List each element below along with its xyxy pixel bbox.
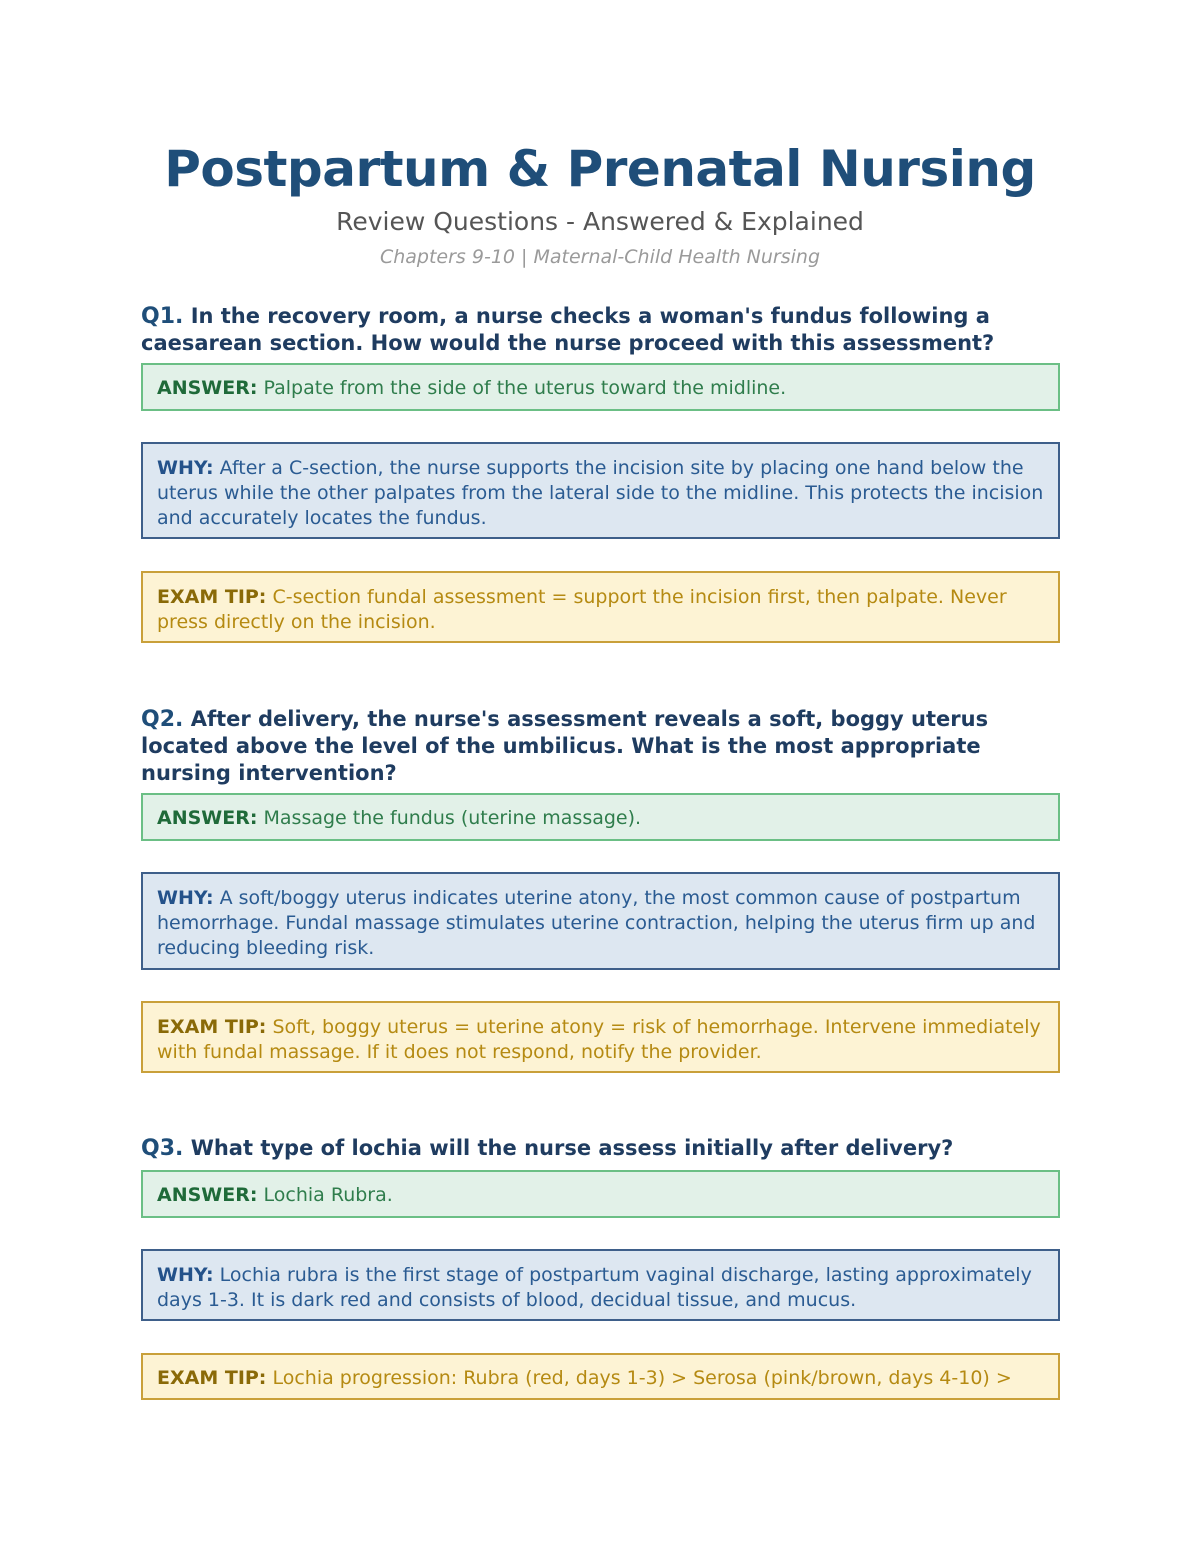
exam-tip-box <box>141 1353 1060 1400</box>
exam-tip-text: Soft, boggy uterus = uterine atony = risk of hemorrhage. Intervene immediately with fundal massage. If it does not respond, notify the provider. <box>157 1016 1041 1063</box>
why-box <box>141 872 1060 970</box>
question-text: After delivery, the nurse's assessment reveals a soft, boggy uterus located above the level of the umbilicus. What is the most appropriate nursing intervention? <box>141 707 989 785</box>
document-title: Postpartum & Prenatal Nursing <box>164 140 1036 198</box>
answer-text: Palpate from the side of the uterus toward the midline. <box>263 377 787 399</box>
exam-tip-label: EXAM TIP: <box>157 586 267 608</box>
answer-box <box>141 793 1060 841</box>
why-label: WHY: <box>157 1264 214 1286</box>
exam-tip-label: EXAM TIP: <box>157 1367 267 1389</box>
answer-label: ANSWER: <box>157 1184 258 1206</box>
question-2 <box>141 706 1071 787</box>
answer-label: ANSWER: <box>157 807 258 829</box>
why-label: WHY: <box>157 457 214 479</box>
exam-tip-text: C-section fundal assessment = support the incision first, then palpate. Never press directly on the incision. <box>157 586 1007 633</box>
answer-box <box>141 363 1060 411</box>
why-box <box>141 442 1060 539</box>
question-number: Q1. <box>141 304 184 329</box>
why-label: WHY: <box>157 887 214 909</box>
question-3 <box>141 1135 1071 1162</box>
exam-tip-box <box>141 571 1060 643</box>
chapter-line: Chapters 9-10 | Maternal-Child Health Nursing <box>379 246 821 268</box>
exam-tip-text: Lochia progression: Rubra (red, days 1-3) > Serosa (pink/brown, days 4-10) > <box>272 1367 1012 1389</box>
why-text: After a C-section, the nurse supports the incision site by placing one hand below the uterus while the other palpates from the lateral side to the midline. This protects the incision and accurately locates the fundus. <box>157 457 1044 529</box>
answer-label: ANSWER: <box>157 377 258 399</box>
question-number: Q2. <box>141 707 184 732</box>
question-text: In the recovery room, a nurse checks a woman's fundus following a caesarean section. How would the nurse proceed with this assessment? <box>141 304 995 355</box>
why-text: A soft/boggy uterus indicates uterine atony, the most common cause of postpartum hemorrhage. Fundal massage stimulates uterine contraction, helping the uterus firm up and reducing bleeding risk. <box>157 887 1036 959</box>
why-box <box>141 1249 1060 1321</box>
exam-tip-label: EXAM TIP: <box>157 1016 267 1038</box>
document-subtitle: Review Questions - Answered & Explained <box>336 207 864 236</box>
exam-tip-box <box>141 1001 1060 1073</box>
question-number: Q3. <box>141 1136 184 1161</box>
answer-text: Massage the fundus (uterine massage). <box>263 807 642 829</box>
answer-box <box>141 1170 1060 1218</box>
question-text: What type of lochia will the nurse assess initially after delivery? <box>190 1136 954 1160</box>
why-text: Lochia rubra is the first stage of postpartum vaginal discharge, lasting approximately days 1-3. It is dark red and consists of blood, decidual tissue, and mucus. <box>157 1264 1032 1311</box>
answer-text: Lochia Rubra. <box>263 1184 393 1206</box>
question-1 <box>141 303 1071 357</box>
